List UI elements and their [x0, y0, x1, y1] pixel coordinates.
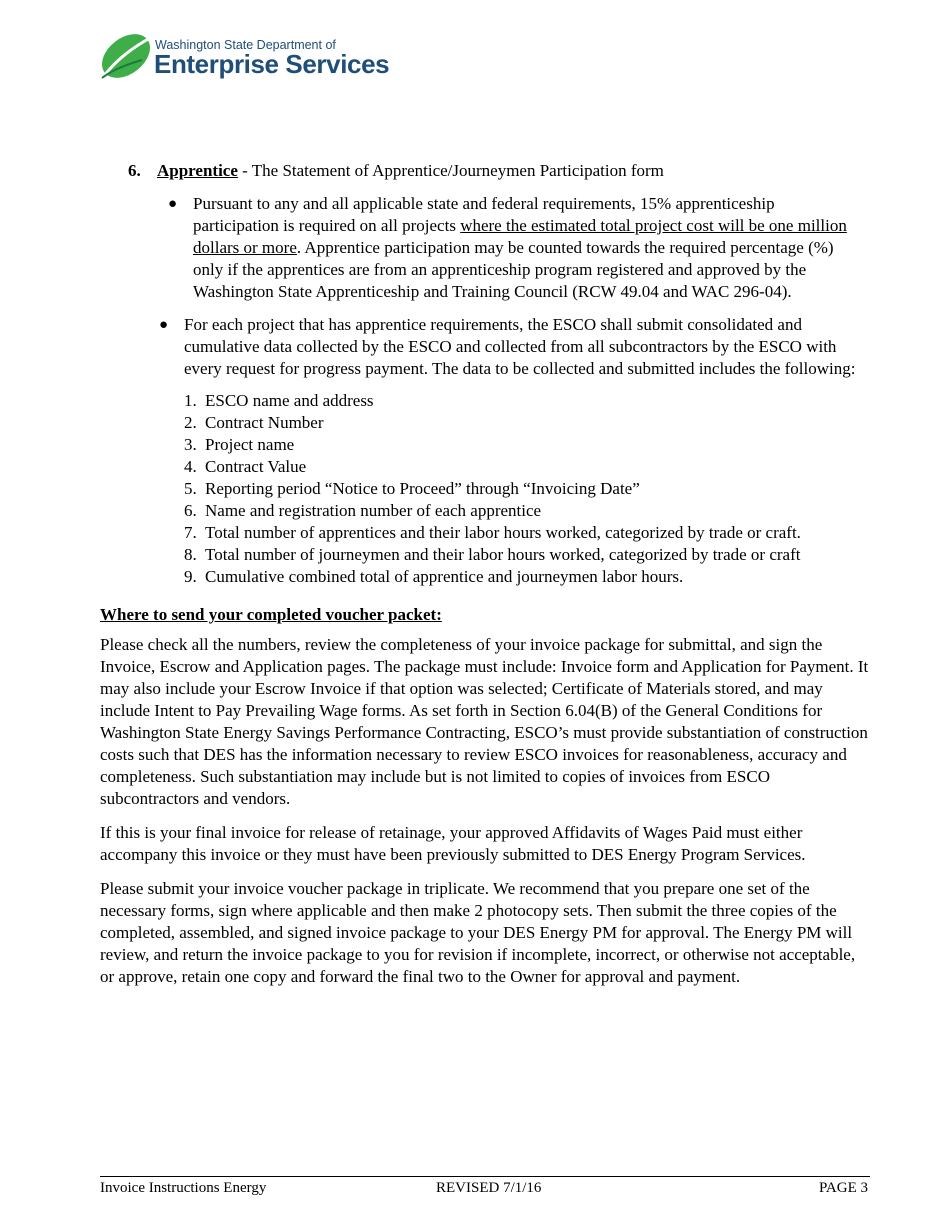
- list-item: 3. Project name: [184, 435, 295, 454]
- data-items-list: [184, 390, 870, 588]
- list-item: 7. Total number of apprentices and their labor hours worked, categorized by trade or craft.: [184, 523, 801, 542]
- where-to-send-heading: Where to send your completed voucher packet:: [100, 605, 442, 624]
- list-item: 2. Contract Number: [184, 413, 324, 432]
- paragraph-check-numbers: Please check all the numbers, review the completeness of your invoice package for submittal, and sign the Invoice, Escrow and Application pages. The package must include: Invoice form and Application for Payment. It may also include your Escrow Invoice if that option was selected; Certificate of Materials stored, and may include Intent to Pay Prevailing Wage forms. As set forth in Section 6.04(B) of the General Conditions for Washington State Energy Savings Performance Contracting, ESCO’s must provide substantiation of construction costs such that DES has the information necessary to review ESCO invoices for reasonableness, accuracy and completeness. Such substantiation may include but is not limited to copies of invoices from ESCO subcontractors and vendors.: [100, 635, 869, 808]
- footer-revision: REVISED 7/1/16: [436, 1180, 542, 1196]
- bullet1-underlined: where the estimated total project cost will be one million dollars or more: [193, 216, 847, 257]
- list-item: 1. ESCO name and address: [184, 391, 374, 410]
- paragraph-submit-triplicate: Please submit your invoice voucher package in triplicate. We recommend that you prepare one set of the necessary forms, sign where applicable and then make 2 photocopy sets. Then submit the three copies of the completed, assembled, and signed invoice package to your DES Energy PM for approval. The Energy PM will review, and return the invoice package to you for revision if incomplete, incorrect, or otherwise not acceptable, or approve, retain one copy and forward the final two to the Owner for approval and payment.: [100, 879, 856, 986]
- list-item: 6. Name and registration number of each apprentice: [184, 501, 542, 520]
- des-logo: [98, 30, 398, 84]
- bullet2-text: For each project that has apprentice requirements, the ESCO shall submit consolidated and cumulative data collected by the ESCO and collected from all subcontractors by the ESCO with every request for progress payment. The data to be collected and submitted includes the following:: [184, 315, 856, 378]
- section-number: 6.: [128, 161, 141, 180]
- logo-agency-line: Washington State Department of: [155, 38, 336, 52]
- bullet1-text-b: . Apprentice participation may be counted towards the required percentage (%) only if the apprentices are from an apprenticeship program registered and approved by the Washington State Apprenticeship and Training Council (RCW 49.04 and WAC 296-04).: [193, 238, 834, 301]
- section-6-heading: [128, 160, 898, 182]
- bullet-icon: ●: [159, 317, 169, 333]
- bullet1-text-a: Pursuant to any and all applicable state and federal requirements, 15% apprenticeship participation is required on all projects: [193, 194, 775, 235]
- leaf-logo-icon: [98, 30, 156, 84]
- document-body: [100, 160, 870, 988]
- logo-name: Enterprise Services: [154, 49, 390, 79]
- list-item: 4. Contract Value: [184, 457, 307, 476]
- bullet-apprenticeship-requirement: [168, 193, 857, 303]
- footer-doc-title: Invoice Instructions Energy: [100, 1180, 267, 1196]
- paragraph-final-invoice: If this is your final invoice for release of retainage, your approved Affidavits of Wages Paid must either accompany this invoice or they must have been previously submitted to DES Energy Program Services.: [100, 823, 806, 864]
- list-item: 9. Cumulative combined total of apprentice and journeymen labor hours.: [184, 567, 684, 586]
- section-title: Apprentice: [157, 161, 238, 180]
- list-item: 5. Reporting period “Notice to Proceed” through “Invoicing Date”: [184, 479, 640, 498]
- footer-page-number: PAGE 3: [818, 1180, 868, 1196]
- bullet-icon: ●: [168, 196, 178, 212]
- list-item: 8. Total number of journeymen and their labor hours worked, categorized by trade or craft: [184, 545, 801, 564]
- section-title-rest: - The Statement of Apprentice/Journeymen Participation form: [237, 161, 664, 180]
- footer-divider: [100, 1176, 870, 1177]
- bullet-data-submission: [159, 314, 864, 380]
